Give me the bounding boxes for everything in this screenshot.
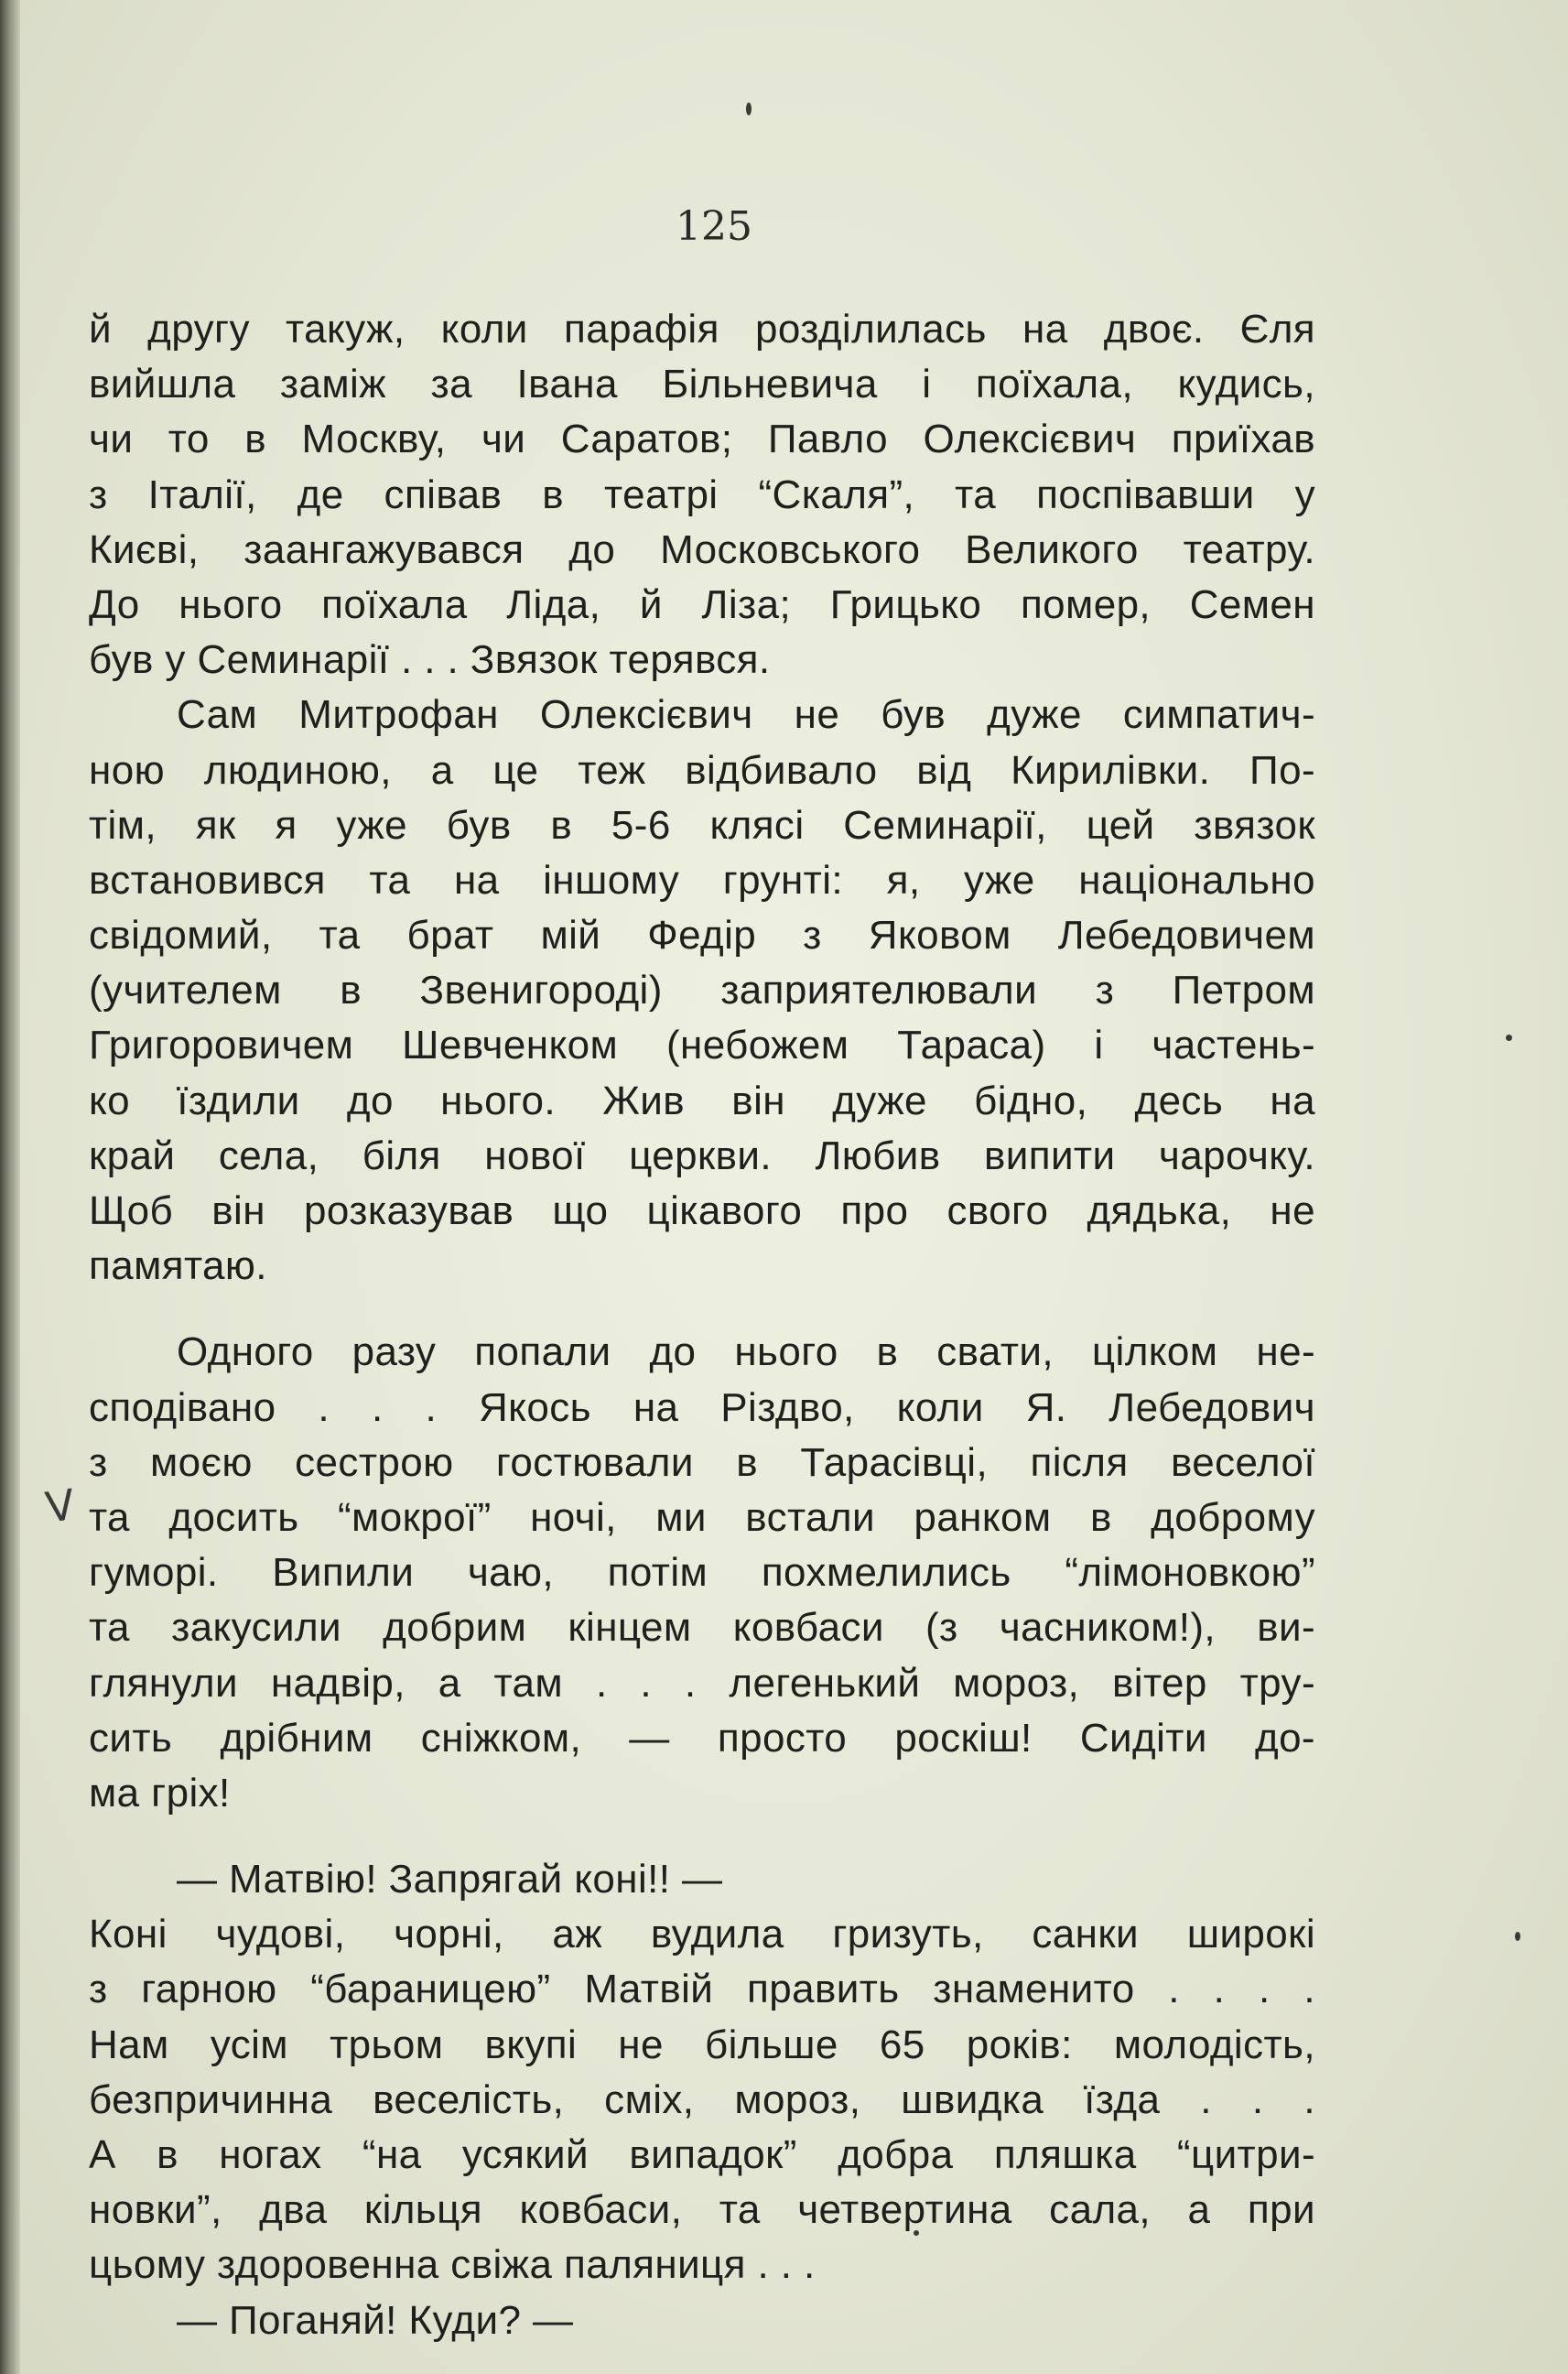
text-line: сить дрібним сніжком, — просто роскіш! Сидіти до- bbox=[89, 1715, 1315, 1761]
text-line: До нього поїхала Ліда, й Ліза; Грицько помер, Семен bbox=[89, 581, 1315, 627]
paragraph-gap bbox=[89, 1821, 1315, 1852]
margin-check-mark: V bbox=[42, 1480, 79, 1533]
text-line: гуморі. Випили чаю, потім похмелились “лімоновкою” bbox=[89, 1550, 1315, 1596]
ink-speck bbox=[1515, 1932, 1520, 1941]
text-line: та досить “мокрої” ночі, ми встали ранком в доброму bbox=[89, 1494, 1315, 1540]
text-line: (учителем в Звенигороді) заприятелювали з Петром bbox=[89, 968, 1315, 1014]
text-line: Щоб він розказував що цікавого про свого дядька, не bbox=[89, 1188, 1315, 1233]
text-line: з гарною “бараницею” Матвій править знаменито . . . . bbox=[89, 1967, 1315, 2012]
body-text bbox=[89, 302, 1315, 2348]
text-line: безпричинна веселість, сміх, мороз, швидка їзда . . . bbox=[89, 2076, 1315, 2122]
text-line: з Італії, де співав в театрі “Скаля”, та поспівавши у bbox=[89, 472, 1315, 517]
text-line: сподівано . . . Якось на Різдво, коли Я. Лебедович bbox=[89, 1384, 1315, 1430]
text-line: Одного разу попали до нього в свати, цілком не- bbox=[177, 1329, 1315, 1375]
text-line: чи то в Москву, чи Саратов; Павло Олексієвич приїхав bbox=[89, 417, 1315, 462]
text-line: А в ногах “на усякий випадок” добра пляшка “цитри- bbox=[89, 2132, 1315, 2177]
ink-speck bbox=[746, 103, 752, 115]
text-line: встановився та на іншому грунті: я, уже національно bbox=[89, 857, 1315, 903]
text-line: памятаю. bbox=[89, 1243, 267, 1289]
text-line: Григоровичем Шевченком (небожем Тараса) і частень- bbox=[89, 1023, 1315, 1068]
text-line: Сам Митрофан Олексієвич не був дуже симпатич- bbox=[177, 692, 1315, 738]
text-line: свідомий, та брат мій Федір з Яковом Лебедовичем bbox=[89, 913, 1315, 959]
text-line: Києві, заангажувався до Московського Великого театру. bbox=[89, 526, 1315, 572]
text-line: глянули надвір, а там . . . легенький мороз, вітер тру- bbox=[89, 1660, 1315, 1706]
text-line: новки”, два кільця ковбаси, та четвертина сала, а при bbox=[89, 2187, 1315, 2233]
dialogue-line: — Поганяй! Куди? — bbox=[177, 2297, 574, 2343]
text-line: ко їздили до нього. Жив він дуже бідно, десь на bbox=[89, 1078, 1315, 1123]
text-line: Нам усім трьом вкупі не більше 65 років: молодість, bbox=[89, 2022, 1315, 2067]
text-line: вийшла заміж за Івана Більневича і поїхала, кудись, bbox=[89, 362, 1315, 407]
paragraph-gap bbox=[89, 1294, 1315, 1325]
text-line: й другу такуж, коли парафія розділилась на двоє. Єля bbox=[89, 307, 1315, 352]
dialogue-line: — Матвію! Запрягай коні!! — bbox=[177, 1857, 723, 1902]
text-line: край села, біля нової церкви. Любив випити чарочку. bbox=[89, 1133, 1315, 1178]
ink-speck bbox=[1506, 1035, 1512, 1041]
text-line: цьому здоровенна свіжа паляниця . . . bbox=[89, 2242, 816, 2288]
text-line: був у Семинарії . . . Звязок терявся. bbox=[89, 637, 771, 683]
page-number: 125 bbox=[676, 203, 752, 250]
text-line: ною людиною, а це теж відбивало від Кирилівки. По- bbox=[89, 747, 1315, 793]
text-line: ма гріх! bbox=[89, 1770, 231, 1816]
text-line: Коні чудові, чорні, аж вудила гризуть, санки широкі bbox=[89, 1912, 1315, 1957]
text-line: та закусили добрим кінцем ковбаси (з часником!), ви- bbox=[89, 1605, 1315, 1651]
text-line: тім, як я уже був в 5-6 клясі Семинарії, цей звязок bbox=[89, 802, 1315, 848]
text-line: з моєю сестрою гостювали в Тарасівці, після веселої bbox=[89, 1439, 1315, 1485]
book-spine-shadow bbox=[0, 0, 20, 2374]
